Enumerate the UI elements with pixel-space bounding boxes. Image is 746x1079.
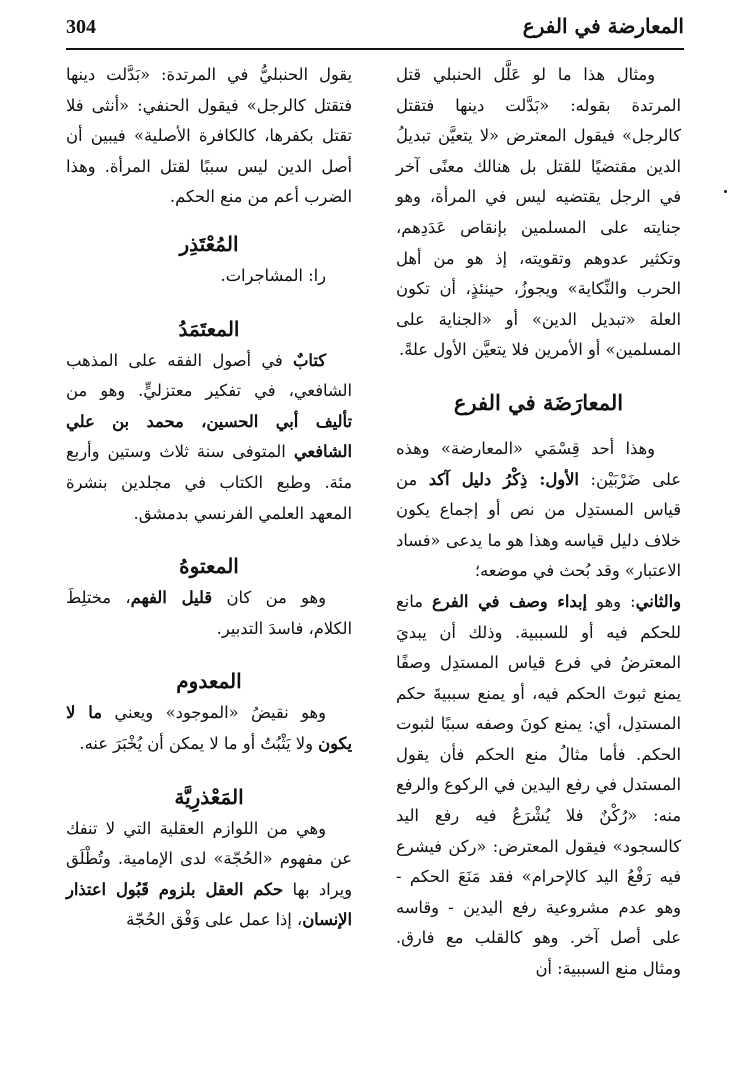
entry-bold-text: حكم العقل بلزوم قَبُول اعتذار الإنسان bbox=[66, 879, 352, 930]
entry-text: المتوفى سنة ثلاث وستين وأربع مئة. وطبع الكتاب في مجلدين بنشرة المعهد العلمي الفرنسي بدمشق. bbox=[66, 442, 352, 523]
first-kind-text-c: من قياس المستدِل من نص أو إجماع يكون خلاف دليل قياسه وهذا هو ما يدعى «فساد الاعتبار» وقد بُحث في موضعه؛ bbox=[396, 469, 681, 581]
entry-definition bbox=[66, 698, 352, 759]
second-kind-text-b: : وهو bbox=[587, 591, 636, 611]
entry-title: المعدوم bbox=[176, 669, 242, 694]
entry-definition bbox=[66, 814, 352, 936]
entry-title: المعتَمَدُ bbox=[178, 316, 240, 341]
right-intro-paragraph: ومثال هذا ما لو عَلَّل الحنبلي قتل المرتدة بقوله: «بَدَّلت دينها فتقتل كالرجل» فيقول المعترض «لا يتعيَّن تبديلُ الدين مقتضيًا للقتل بل هنالك معنًى آخر في الرجل يقتضيه ليس في المرأة، وهو جنايته على المسلمين بإنقاص عَدَدِهم، وتكثير عدوهم وتقويته، إذ هو من أهل الحرب والنِّكاية» ويجوزُ، حينئذٍ، أن تكون العلة «تبديل الدين» أو «الجناية على المسلمين» أو الأمرين فلا يتعيَّن الأول علةً. bbox=[396, 65, 681, 360]
entry-title: المُعْتَذِر bbox=[179, 231, 239, 256]
entry-definition bbox=[66, 583, 352, 644]
second-kind-text-d: مانع للحكم فيه أو للسببية. وذلك أن يبديَ المعترضُ في فرع قياس المستدِل وصفًا يمنع ثبوتَ الحكم فيه، أو يمنع سببيةَ حكم المستدِل، أي: يمنع كونَ وصفه سببًا لثبوت الحكم. فأما مثالُ منع الحكم فأن يقول المستدل في رفع اليدين في الركوع والرفع منه: «رُكْنٌ فلا يُشْرَعُ فيه رفع اليد كالسجود» فيقول المعترض: «ركن فيشرع فيه رَفْعُ اليد كالإحرام» فقد مَنَعَ الحكم - وهو عدم مشروعية رفع اليدين - وقاسه على أصل آخر. وهو كالقلب مع فارق. ومثال منع السببية: أن bbox=[396, 591, 681, 979]
entry-text: را: المشاجرات. bbox=[220, 265, 326, 285]
entry-title: المَعْذرِيَّة bbox=[174, 784, 244, 809]
entry-text: ، إذا عمل على وَفْق الحُجّة bbox=[126, 910, 303, 930]
right-column bbox=[396, 60, 681, 985]
left-column bbox=[66, 60, 352, 936]
second-kind-bold: إبداء وصف في الفرع bbox=[432, 591, 588, 611]
entry-definition bbox=[66, 346, 352, 530]
second-kind-paragraph bbox=[396, 587, 681, 985]
entry-text: ولا يَثْبُتُ أو ما لا يمكن أن يُخْبَرَ عنه. bbox=[79, 733, 319, 753]
entry-text: وهي من اللوازم العقلية التي لا تنفك عن مفهوم «الحُجّة» لدى الإمامية. وتُطْلَق ويراد بها bbox=[66, 818, 352, 899]
entry-list bbox=[66, 213, 352, 936]
first-kind-bold: الأول: ذِكْرُ دليل آكد bbox=[428, 469, 579, 489]
running-title: المعارضة في الفرع bbox=[522, 14, 684, 38]
entry-bold-text: قليل الفهم bbox=[130, 588, 213, 608]
first-kind-paragraph bbox=[396, 434, 681, 587]
section-title: المعارَضَة في الفرع bbox=[453, 389, 624, 415]
entry-bold-text: تأليف أبي الحسين، محمد بن علي الشافعي bbox=[66, 411, 352, 462]
entry-text: في أصول الفقه على المذهب الشافعي، في تفكير معتزليٍّ. وهو من bbox=[66, 350, 352, 401]
page-number: 304 bbox=[66, 16, 96, 38]
entry-bold-text: ما لا يكون bbox=[66, 703, 352, 753]
entry-text: وهو من كان bbox=[212, 588, 326, 608]
entry-bold-text: كتابٌ bbox=[293, 350, 326, 370]
left-intro-paragraph: يقول الحنبليُّ في المرتدة: «بَدَّلت دينها فتقتل كالرجل» فيقول الحنفي: «أنثى فلا تقتل بكفرها، كالكافرة الأصلية» فيبين أن أصل الدين ليس سببًا لقتل المرأة. وهذا الضرب أعم من منع الحكم. bbox=[66, 65, 352, 207]
entry-definition bbox=[66, 261, 352, 292]
entry-text: ، مختلِطَ الكلام، فاسدَ التدبير. bbox=[66, 588, 352, 638]
margin-dot bbox=[724, 190, 727, 193]
second-kind-label: والثاني bbox=[635, 591, 681, 611]
entry-text: وهو نقيضُ «الموجود» ويعني bbox=[101, 703, 326, 723]
page-header bbox=[66, 14, 684, 50]
first-kind-text-a: وهذا أحد قِسْمَي «المعارضة» وهذه على ضَرْبَيْن: bbox=[396, 438, 681, 489]
entry-title: المعتوهُ bbox=[179, 554, 239, 579]
